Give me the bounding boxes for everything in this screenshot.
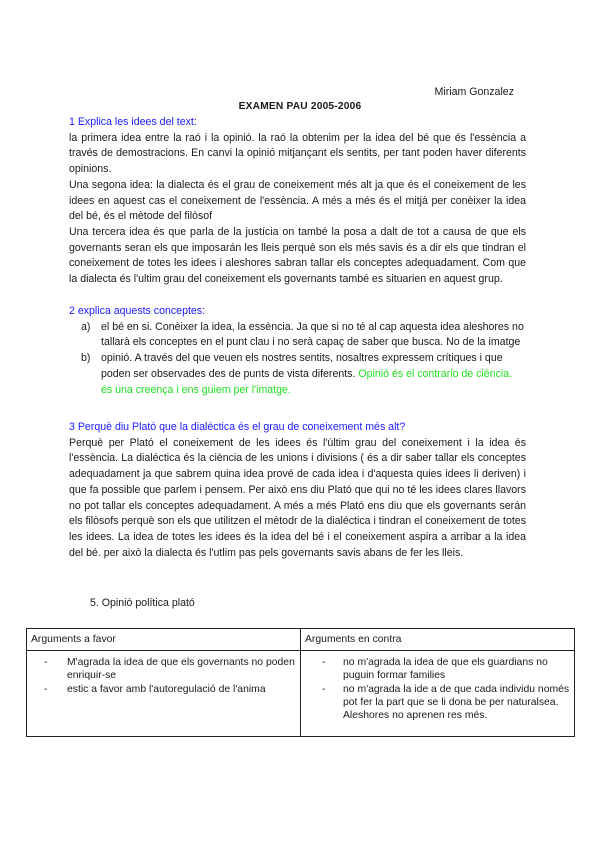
question-3-heading: 3 Perquè diu Plató que la dialéctica és el grau de coneixement més alt? xyxy=(69,421,406,433)
list-item xyxy=(31,683,296,696)
concepts-list xyxy=(69,320,526,399)
q1-paragraph-3: Una tercera idea és que parla de la justícia on també la posa a dalt de tot a causa de que els governants seran els que imposarán les lleis perquè son els més savis és a dir els que tindran el coneixement de totes les idees i aleshores sabran tallar els conceptes adequadament. Com que la dialecta és l'ultim grau del coneixement els governants també es situarien en aquest grup. xyxy=(69,225,526,286)
list-item xyxy=(305,683,570,723)
list-item xyxy=(31,656,296,682)
q1-paragraph-2: Una segona idea: la dialecta és el grau de coneixement més alt ja que és el coneixement de les idees en aquest cas el coneixement de l'essència. A més a més és el mitjà per conèixer la idea del bé, és el mètode del filòsof xyxy=(69,178,526,223)
favor-cell xyxy=(27,651,301,737)
author-name: Miriam Gonzalez xyxy=(434,86,514,98)
question-3-section xyxy=(69,420,526,561)
question-1-heading: 1 Explica les idees del text: xyxy=(69,116,197,128)
question-1-section xyxy=(69,115,526,288)
header-contra: Arguments en contra xyxy=(301,629,575,651)
dash-bullet: - xyxy=(322,657,326,669)
dash-bullet: - xyxy=(322,683,326,695)
dash-bullet: - xyxy=(44,657,48,669)
header-favor: Arguments a favor xyxy=(27,629,301,651)
q3-paragraph: Perquè per Plató el coneixement de les idees és l'últim grau del coneixement i la idea és l'essència. La dialéctica és la ciència de les unions i divisions ( és a dir saber tallar els conceptes adequadament ja que sabrem quina idea prové de cada idea i d'aquesta quies idees li deriven) i que fa possible que parlem i pensem. Per això ens diu Plató que qui no té les idees clares llavors no pot tallar els conceptes adequadament. A més a més Plató ens diu que els governants serán els filòsofs perquè son els que utilitzen el mètodr de la dialéctica i tindran el coneixement de totes les idees. La idea de totes les idees és la idea del bé i el coneixement aspira a arribar a la idea del bé. per això la dialecta és l'utlim pas pels governants savis abans de fer les lleis. xyxy=(69,436,526,559)
contra-text: no m'agrada la idea de que els guardians no puguin formar families xyxy=(343,657,548,682)
q1-paragraph-1: la primera idea entre la raó i la opinió. la raó la obtenim per la idea del bé que és l'essència a través de demostracions. En canvi la opinió mitjançant els sentits, per tant poden haver diferents opinions. xyxy=(69,131,526,176)
favor-text: estic a favor amb l'autoregulació de l'anima xyxy=(67,683,266,695)
dash-bullet: - xyxy=(44,683,48,695)
document-title: EXAMEN PAU 2005-2006 xyxy=(238,101,362,112)
contra-cell xyxy=(301,651,575,737)
contra-list xyxy=(305,656,570,722)
list-marker: a) xyxy=(81,320,91,333)
favor-text: M'agrada la idea de que els governants no poden enriquir-se xyxy=(67,657,295,682)
table-header-row xyxy=(27,629,575,651)
list-marker: b) xyxy=(81,352,91,365)
question-2-heading: 2 explica aquests conceptes: xyxy=(69,305,206,317)
highlighted-comment: Opinió és el contrario de ciència. és una creença i ens guiem per l'imatge. xyxy=(101,367,513,396)
question-2-section xyxy=(69,304,526,398)
contra-text: no m'agrada la ide a de que cada individu només pot fer la part que se li dona be per naturalsea. Aleshores no aprenen res més. xyxy=(343,683,570,722)
table-row xyxy=(27,651,575,737)
arguments-table xyxy=(26,628,575,737)
concept-text: el bé en si. Conèixer la idea, la essència. Ja que si no té al cap aquesta idea aleshores no tallarà els conceptes en el punt clau i no serà capaç de saber que busca. No de la imatge xyxy=(101,320,524,349)
list-item xyxy=(305,656,570,682)
concept-item-a xyxy=(69,320,526,351)
concept-item-b xyxy=(69,351,526,398)
concept-text: opinió. A través del que veuen els nostres sentits, nosaltres expressem crítiques i que poden ser observades des de punts de vista diferents. xyxy=(101,352,503,380)
favor-list xyxy=(31,656,296,696)
question-5-heading: 5. Opinió política plató xyxy=(90,597,195,609)
